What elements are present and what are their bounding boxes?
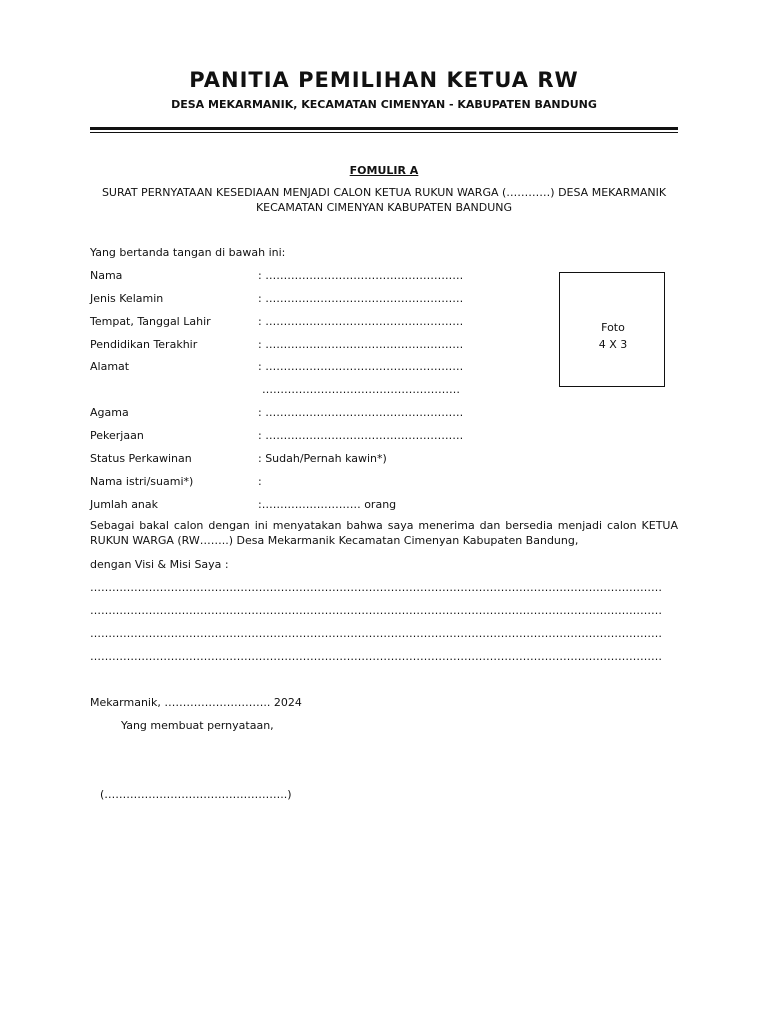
field-value-pekerjaan[interactable]: : ……………………………………………… bbox=[258, 429, 464, 442]
header-rule-thick bbox=[90, 127, 678, 130]
field-value-jenis-kelamin[interactable]: : ……………………………………………… bbox=[258, 292, 464, 305]
photo-label: Foto bbox=[601, 321, 625, 334]
vision-line-4[interactable]: ………………………………………………………………………………………………………………………………………… bbox=[90, 650, 662, 663]
field-value-nama[interactable]: : ……………………………………………… bbox=[258, 269, 464, 282]
field-label-jenis-kelamin: Jenis Kelamin bbox=[90, 292, 164, 305]
intro-text: Yang bertanda tangan di bawah ini: bbox=[90, 246, 286, 259]
field-value-nama-pasangan[interactable]: : bbox=[258, 475, 262, 488]
form-label: FOMULIR A bbox=[349, 164, 419, 177]
photo-size: 4 X 3 bbox=[598, 338, 628, 351]
field-label-pekerjaan: Pekerjaan bbox=[90, 429, 144, 442]
place-date[interactable]: Mekarmanik, ……………………….. 2024 bbox=[90, 696, 302, 709]
field-label-ttl: Tempat, Tanggal Lahir bbox=[90, 315, 211, 328]
field-value-alamat-line-2[interactable]: ……………………………………………… bbox=[262, 383, 460, 396]
statement-line-1: SURAT PERNYATAAN KESEDIAAN MENJADI CALON KETUA RUKUN WARGA (…………) DESA MEKARMANIK bbox=[101, 186, 667, 199]
vision-line-3[interactable]: ………………………………………………………………………………………………………………………………………… bbox=[90, 627, 662, 640]
field-value-pendidikan[interactable]: : ……………………………………………… bbox=[258, 338, 464, 351]
vision-label: dengan Visi & Misi Saya : bbox=[90, 558, 229, 571]
declaration-text: Sebagai bakal calon dengan ini menyatakan bahwa saya menerima dan bersedia menjadi calon KETUA RUKUN WARGA (RW……..) Desa Mekarmanik Kecamatan Cimenyan Kabupaten Bandung, bbox=[90, 519, 678, 547]
header-rule-thin bbox=[90, 132, 678, 133]
field-label-pendidikan: Pendidikan Terakhir bbox=[90, 338, 198, 351]
page-subtitle: DESA MEKARMANIK, KECAMATAN CIMENYAN - KABUPATEN BANDUNG bbox=[171, 98, 597, 111]
statement-line-2: KECAMATAN CIMENYAN KABUPATEN BANDUNG bbox=[255, 201, 513, 214]
field-label-nama: Nama bbox=[90, 269, 123, 282]
field-label-alamat: Alamat bbox=[90, 360, 130, 373]
field-label-agama: Agama bbox=[90, 406, 129, 419]
field-label-jumlah-anak: Jumlah anak bbox=[90, 498, 159, 511]
photo-caption bbox=[560, 319, 666, 353]
signature-line[interactable]: (…………………………………………..) bbox=[100, 788, 292, 801]
field-label-nama-pasangan: Nama istri/suami*) bbox=[90, 475, 194, 488]
vision-line-1[interactable]: ………………………………………………………………………………………………………………………………………… bbox=[90, 581, 662, 594]
vision-line-2[interactable]: ………………………………………………………………………………………………………………………………………… bbox=[90, 604, 662, 617]
field-value-status-perkawinan[interactable]: : Sudah/Pernah kawin*) bbox=[258, 452, 387, 465]
field-value-agama[interactable]: : ……………………………………………… bbox=[258, 406, 464, 419]
photo-box bbox=[559, 272, 665, 387]
field-value-jumlah-anak[interactable]: :……………………… orang bbox=[258, 498, 397, 511]
statement-heading bbox=[90, 185, 678, 215]
page-title: PANITIA PEMILIHAN KETUA RW bbox=[189, 68, 579, 92]
field-label-status-perkawinan: Status Perkawinan bbox=[90, 452, 192, 465]
field-value-ttl[interactable]: : ……………………………………………… bbox=[258, 315, 464, 328]
signer-label: Yang membuat pernyataan, bbox=[121, 719, 274, 732]
field-value-alamat[interactable]: : ……………………………………………… bbox=[258, 360, 464, 373]
